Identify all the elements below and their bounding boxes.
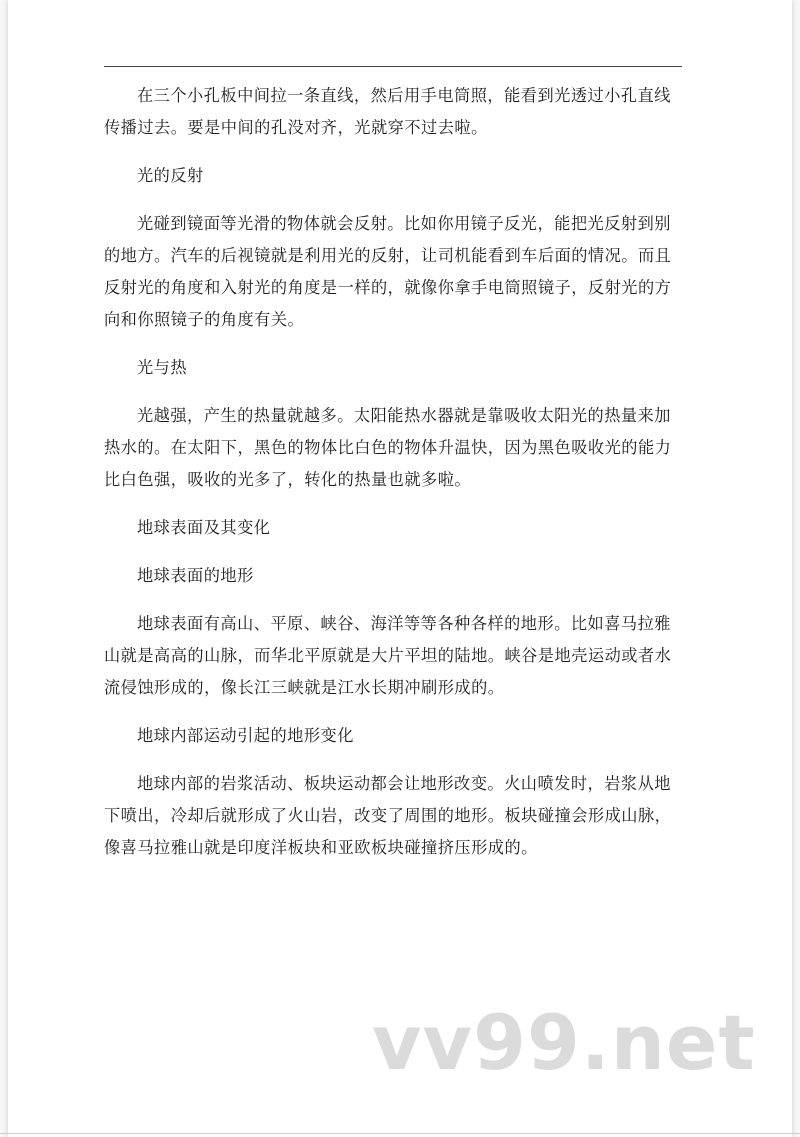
section-heading: 光的反射 bbox=[137, 166, 204, 185]
watermark: vv99.net bbox=[372, 998, 756, 1087]
page-bottom-edge bbox=[0, 1133, 800, 1134]
paragraph: 地球内部的岩浆活动、板块运动都会让地形改变。火山喷发时，岩浆从地下喷出，冷却后就形成了火山岩，改变了周围的地形。板块碰撞会形成山脉，像喜马拉雅山就是印度洋板块和亚欧板块碰撞挤压形成的。 bbox=[104, 774, 672, 857]
paragraph: 地球表面有高山、平原、峡谷、海洋等等各种各样的地形。比如喜马拉雅山就是高高的山脉，而华北平原就是大片平坦的陆地。峡谷是地壳运动或者水流侵蚀形成的，像长江三峡就是江水长期冲刷形成的。 bbox=[104, 614, 672, 697]
section-heading: 地球内部运动引起的地形变化 bbox=[137, 726, 354, 745]
paragraph: 光越强，产生的热量就越多。太阳能热水器就是靠吸收太阳光的热量来加热水的。在太阳下，黑色的物体比白色的物体升温快，因为黑色吸收光的能力比白色强，吸收的光多了，转化的热量也就多啦。 bbox=[104, 406, 672, 489]
paragraph: 光碰到镜面等光滑的物体就会反射。比如你用镜子反光，能把光反射到别的地方。汽车的后视镜就是利用光的反射，让司机能看到车后面的情况。而且反射光的角度和入射光的角度是一样的，就像你拿手电筒照镜子，反射光的方向和你照镜子的角度有关。 bbox=[104, 214, 672, 329]
header-rule bbox=[104, 66, 682, 67]
paragraph: 在三个小孔板中间拉一条直线，然后用手电筒照，能看到光透过小孔直线传播过去。要是中间的孔没对齐，光就穿不过去啦。 bbox=[104, 86, 671, 137]
section-heading: 地球表面及其变化 bbox=[137, 518, 271, 537]
document-body bbox=[104, 80, 686, 880]
section-heading: 光与热 bbox=[137, 358, 188, 377]
section-heading: 地球表面的地形 bbox=[137, 566, 254, 585]
